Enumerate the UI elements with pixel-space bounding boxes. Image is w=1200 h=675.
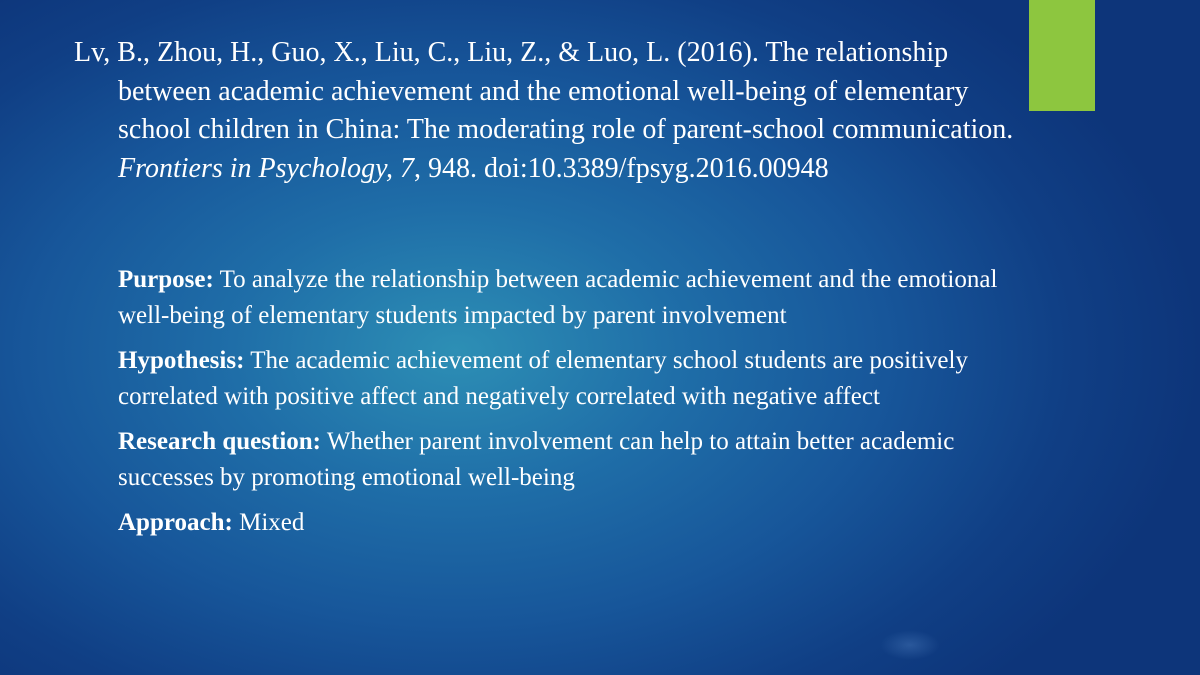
- approach-item: [118, 505, 998, 541]
- purpose-label: Purpose:: [118, 266, 214, 293]
- citation-doi: , 948. doi:10.3389/fpsyg.2016.00948: [414, 152, 829, 184]
- research-question-text: Whether parent involvement can help to attain better academic successes by promoting emotional well-being: [118, 428, 955, 491]
- accent-bar: [1029, 0, 1095, 111]
- citation: [74, 34, 1018, 188]
- hypothesis-label: Hypothesis:: [118, 347, 245, 374]
- background-glow: [880, 630, 940, 660]
- citation-main: Lv, B., Zhou, H., Guo, X., Liu, C., Liu, Z., & Luo, L. (2016). The relationship between academic achievement and the emotional well-being of elementary school children in China: The moderating role of parent-school communication.: [74, 37, 1014, 145]
- approach-label: Approach:: [118, 509, 233, 536]
- citation-journal: Frontiers in Psychology, 7: [118, 152, 415, 184]
- approach-text: Mixed: [232, 509, 305, 536]
- study-details: [118, 262, 998, 550]
- research-question-label: Research question:: [118, 428, 322, 455]
- hypothesis-item: [118, 343, 998, 415]
- research-question-item: [118, 424, 998, 496]
- purpose-text: To analyze the relationship between academic achievement and the emotional well-being of elementary students impacted by parent involvement: [118, 266, 998, 329]
- purpose-item: [118, 262, 998, 334]
- hypothesis-text: The academic achievement of elementary school students are positively correlated with positive affect and negatively correlated with negative affect: [118, 347, 968, 410]
